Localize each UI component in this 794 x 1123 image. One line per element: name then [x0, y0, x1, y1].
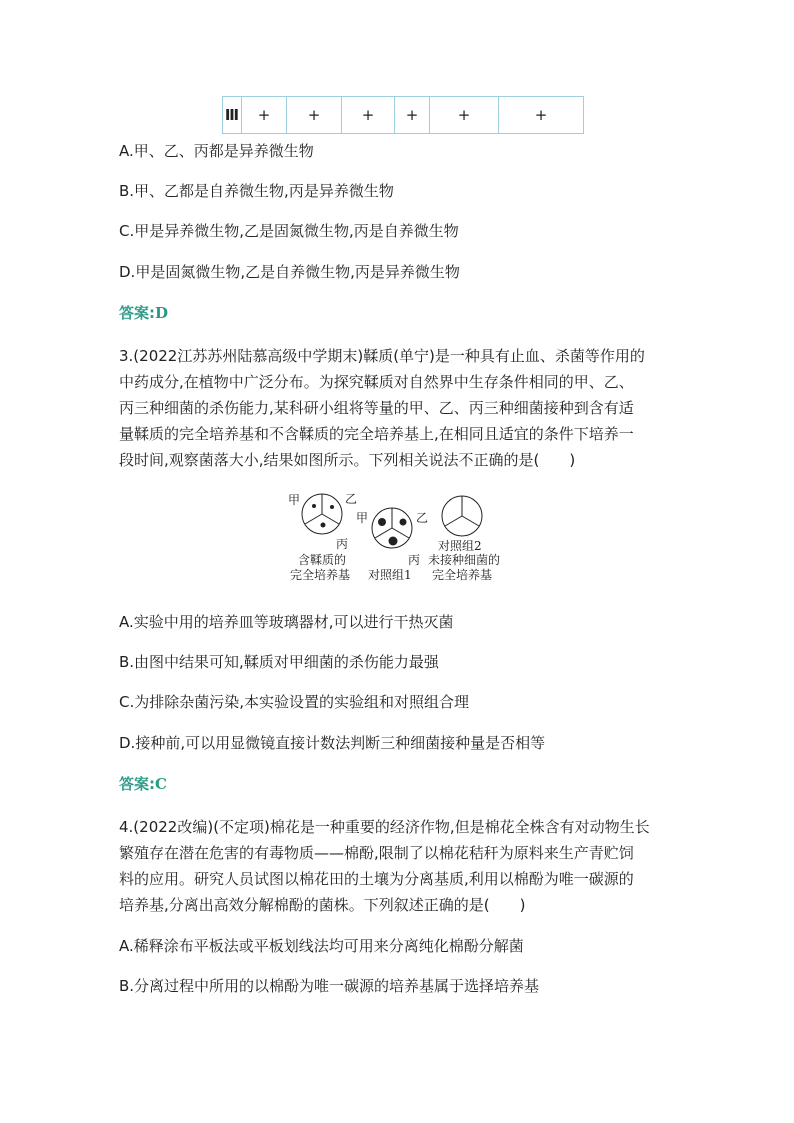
colony-dot [312, 504, 316, 508]
stem-line: 量鞣质的完全培养基和不含鞣质的完全培养基上,在相同且适宜的条件下培养一 [119, 425, 634, 443]
caption-line: 含鞣质的 [298, 553, 347, 567]
row-label: Ⅲ [223, 97, 242, 134]
table-cell: + [395, 97, 430, 134]
q2-option-b: B.甲、乙都是自养微生物,丙是异养微生物 [119, 182, 394, 200]
q4-option-a: A.稀释涂布平板法或平板划线法均可用来分离纯化棉酚分解菌 [119, 937, 524, 955]
q4-option-b: B.分离过程中所用的以棉酚为唯一碳源的培养基属于选择培养基 [119, 977, 540, 995]
answer-value: C [155, 775, 167, 793]
q3-option-d: D.接种前,可以用显微镜直接计数法判断三种细菌接种量是否相等 [119, 734, 546, 752]
table-cell: + [242, 97, 287, 134]
label-bing: 丙 [408, 553, 421, 567]
q2-option-c: C.甲是异养微生物,乙是固氮微生物,丙是自养微生物 [119, 222, 459, 240]
q3-option-a: A.实验中用的培养皿等玻璃器材,可以进行干热灭菌 [119, 613, 454, 631]
answer-value: D [155, 304, 169, 322]
colony-dot [400, 519, 407, 526]
stem-line: 培养基,分离出高效分解棉酚的菌株。下列叙述正确的是( ) [119, 896, 526, 914]
table-cell: + [499, 97, 584, 134]
stem-line: 4.(2022改编)(不定项)棉花是一种重要的经济作物,但是棉花全株含有对动物生长 [119, 818, 650, 836]
plate-control-2 [428, 496, 500, 582]
colony-dot [378, 518, 386, 526]
q3-stem [119, 343, 679, 473]
stem-line: 段时间,观察菌落大小,结果如图所示。下列相关说法不正确的是( ) [119, 451, 576, 469]
colony-dot [389, 537, 398, 546]
answer-label: 答案: [119, 775, 155, 793]
result-table [222, 96, 584, 134]
q3-answer [119, 774, 167, 794]
label-jia: 甲 [288, 493, 301, 507]
label-bing: 丙 [336, 537, 349, 551]
q2-answer [119, 303, 168, 323]
caption-line: 完全培养基 [432, 568, 493, 582]
q4-stem [119, 814, 679, 918]
q2-option-d: D.甲是固氮微生物,乙是自养微生物,丙是异养微生物 [119, 263, 460, 281]
stem-line: 料的应用。研究人员试图以棉花田的土壤为分离基质,利用以棉酚为唯一碳源的 [119, 870, 634, 888]
plate-with-tannin [288, 492, 357, 582]
table-cell: + [342, 97, 395, 134]
colony-dot [321, 523, 326, 528]
caption-line: 未接种细菌的 [428, 553, 501, 567]
q3-option-b: B.由图中结果可知,鞣质对甲细菌的杀伤能力最强 [119, 653, 439, 671]
caption-line: 对照组2 [438, 539, 482, 553]
table-cell: + [430, 97, 499, 134]
stem-line: 丙三种细菌的杀伤能力,某科研小组将等量的甲、乙、丙三种细菌接种到含有适 [119, 399, 634, 417]
q2-option-a: A.甲、乙、丙都是异养微生物 [119, 142, 314, 160]
answer-label: 答案: [119, 304, 155, 322]
petri-dish-figure [270, 490, 520, 590]
plate-control-1 [356, 508, 428, 582]
caption-line: 完全培养基 [290, 568, 351, 582]
label-yi: 乙 [416, 511, 429, 525]
table-cell: + [287, 97, 342, 134]
colony-dot [330, 505, 334, 509]
table-row [223, 97, 584, 134]
stem-line: 中药成分,在植物中广泛分布。为探究鞣质对自然界中生存条件相同的甲、乙、 [119, 373, 634, 391]
stem-line: 繁殖存在潜在危害的有毒物质——棉酚,限制了以棉花秸秆为原料来生产青贮饲 [119, 844, 634, 862]
stem-line: 3.(2022江苏苏州陆慕高级中学期末)鞣质(单宁)是一种具有止血、杀菌等作用的 [119, 347, 645, 365]
label-jia: 甲 [356, 511, 369, 525]
q3-option-c: C.为排除杂菌污染,本实验设置的实验组和对照组合理 [119, 693, 470, 711]
caption-line: 对照组1 [368, 568, 412, 582]
label-yi: 乙 [345, 492, 358, 506]
